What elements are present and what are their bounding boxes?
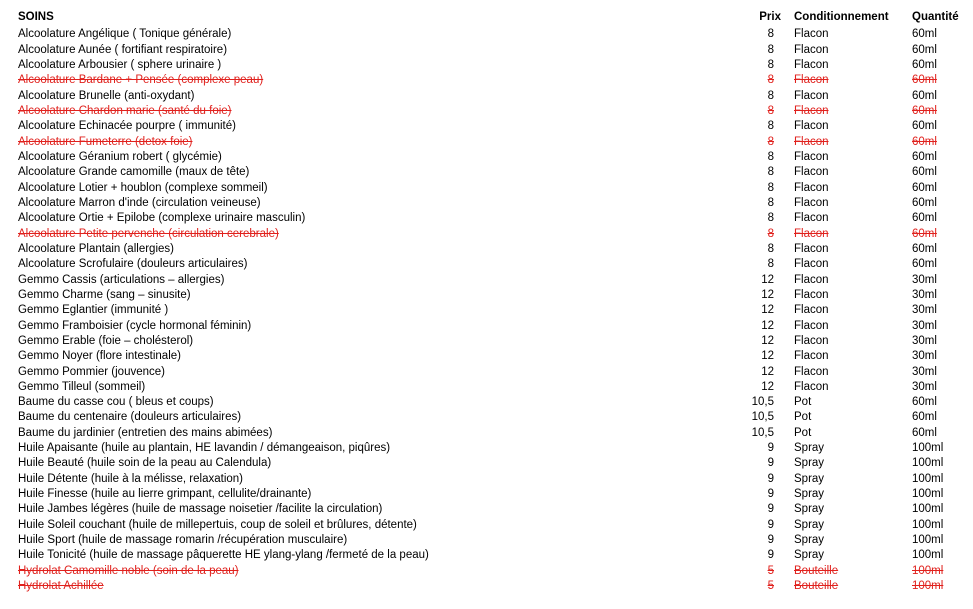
- product-name: Huile Détente (huile à la mélisse, relaxation): [18, 472, 243, 485]
- product-packaging: Flacon: [794, 288, 829, 301]
- product-name: Alcoolature Chardon marie (santé du foie): [18, 104, 232, 117]
- product-name: Alcoolature Aunée ( fortifiant respiratoire): [18, 43, 228, 56]
- product-price: 12: [761, 380, 774, 393]
- product-packaging: Flacon: [794, 181, 829, 194]
- product-quantity: 100ml: [912, 488, 944, 501]
- product-packaging: Flacon: [794, 166, 829, 179]
- product-price: 8: [767, 166, 774, 179]
- product-packaging: Flacon: [794, 135, 829, 148]
- header-quantity: Quantité: [912, 11, 959, 23]
- product-name: Alcoolature Marron d'inde (circulation veineuse): [18, 196, 261, 209]
- product-price: 8: [767, 150, 774, 163]
- product-price: 8: [767, 104, 774, 117]
- table-row: [0, 303, 973, 318]
- product-price: 12: [761, 334, 774, 347]
- product-quantity: 100ml: [912, 564, 944, 577]
- table-row: [0, 395, 973, 410]
- product-quantity: 100ml: [912, 503, 944, 516]
- product-price: 12: [761, 365, 774, 378]
- product-price: 8: [767, 74, 774, 87]
- table-row: [0, 119, 973, 134]
- table-row: [0, 211, 973, 226]
- table-row: [0, 548, 973, 563]
- product-price: 9: [767, 549, 774, 562]
- product-name: Alcoolature Fumeterre (detox foie): [18, 135, 193, 148]
- product-packaging: Bouteille: [794, 580, 839, 593]
- product-price: 12: [761, 319, 774, 332]
- product-price: 10,5: [751, 426, 774, 439]
- product-quantity: 60ml: [912, 135, 937, 148]
- product-quantity: 60ml: [912, 181, 937, 194]
- product-name: Alcoolature Bardane + Pensée (complexe peau): [18, 74, 264, 87]
- product-packaging: Flacon: [794, 74, 829, 87]
- table-row: [0, 181, 973, 196]
- product-quantity: 100ml: [912, 518, 944, 531]
- product-price: 9: [767, 488, 774, 501]
- product-quantity: 100ml: [912, 580, 944, 593]
- product-price: 8: [767, 181, 774, 194]
- product-price: 8: [767, 28, 774, 41]
- product-price: 9: [767, 457, 774, 470]
- product-packaging: Spray: [794, 503, 825, 516]
- product-packaging: Flacon: [794, 350, 829, 363]
- product-name: Alcoolature Ortie + Epilobe (complexe urinaire masculin): [18, 212, 306, 225]
- product-price: 12: [761, 288, 774, 301]
- table-row: [0, 426, 973, 441]
- table-row: [0, 380, 973, 395]
- product-quantity: 100ml: [912, 534, 944, 547]
- product-quantity: 100ml: [912, 457, 944, 470]
- product-packaging: Flacon: [794, 380, 829, 393]
- product-name: Gemmo Noyer (flore intestinale): [18, 350, 181, 363]
- product-name: Alcoolature Plantain (allergies): [18, 242, 174, 255]
- product-name: Gemmo Charme (sang – sinusite): [18, 288, 191, 301]
- table-row: [0, 165, 973, 180]
- product-name: Gemmo Pommier (jouvence): [18, 365, 165, 378]
- product-packaging: Flacon: [794, 104, 829, 117]
- product-quantity: 60ml: [912, 150, 937, 163]
- table-row: [0, 533, 973, 548]
- product-name: Huile Sport (huile de massage romarin /récupération musculaire): [18, 534, 348, 547]
- product-price: 9: [767, 503, 774, 516]
- product-quantity: 30ml: [912, 304, 937, 317]
- product-name: Alcoolature Brunelle (anti-oxydant): [18, 89, 195, 102]
- table-row: [0, 135, 973, 150]
- product-quantity: 60ml: [912, 396, 937, 409]
- product-name: Alcoolature Arbousier ( sphere urinaire ): [18, 58, 222, 71]
- product-price: 9: [767, 518, 774, 531]
- product-price: 8: [767, 242, 774, 255]
- product-price: 8: [767, 258, 774, 271]
- product-quantity: 60ml: [912, 120, 937, 133]
- product-packaging: Flacon: [794, 196, 829, 209]
- product-quantity: 60ml: [912, 426, 937, 439]
- table-row: [0, 43, 973, 58]
- product-price: 8: [767, 135, 774, 148]
- header-price: Prix: [759, 11, 781, 23]
- product-packaging: Flacon: [794, 227, 829, 240]
- product-quantity: 60ml: [912, 242, 937, 255]
- product-packaging: Spray: [794, 549, 825, 562]
- table-row: [0, 518, 973, 533]
- product-price: 8: [767, 227, 774, 240]
- product-packaging: Flacon: [794, 365, 829, 378]
- product-quantity: 60ml: [912, 166, 937, 179]
- product-name: Huile Tonicité (huile de massage pâquerette HE ylang-ylang /fermeté de la peau): [18, 549, 429, 562]
- product-quantity: 60ml: [912, 104, 937, 117]
- table-row: [0, 349, 973, 364]
- table-row: [0, 441, 973, 456]
- product-price: 12: [761, 273, 774, 286]
- product-packaging: Flacon: [794, 258, 829, 271]
- table-row: [0, 27, 973, 42]
- product-packaging: Spray: [794, 518, 825, 531]
- table-header-row: [0, 10, 973, 25]
- product-packaging: Flacon: [794, 43, 829, 56]
- table-row: [0, 89, 973, 104]
- product-quantity: 60ml: [912, 258, 937, 271]
- product-price: 5: [767, 564, 774, 577]
- product-quantity: 30ml: [912, 273, 937, 286]
- product-name: Huile Apaisante (huile au plantain, HE lavandin / démangeaison, piqûres): [18, 442, 391, 455]
- table-row: [0, 319, 973, 334]
- product-quantity: 100ml: [912, 442, 944, 455]
- product-name: Baume du jardinier (entretien des mains abimées): [18, 426, 273, 439]
- product-packaging: Pot: [794, 426, 812, 439]
- table-row: [0, 456, 973, 471]
- product-packaging: Spray: [794, 488, 825, 501]
- product-packaging: Spray: [794, 457, 825, 470]
- table-row: [0, 334, 973, 349]
- product-packaging: Flacon: [794, 89, 829, 102]
- product-name: Alcoolature Grande camomille (maux de tête): [18, 166, 250, 179]
- table-row: [0, 227, 973, 242]
- product-packaging: Flacon: [794, 304, 829, 317]
- product-name: Alcoolature Scrofulaire (douleurs articulaires): [18, 258, 248, 271]
- product-packaging: Spray: [794, 472, 825, 485]
- product-quantity: 60ml: [912, 411, 937, 424]
- table-row: [0, 487, 973, 502]
- table-row: [0, 273, 973, 288]
- table-row: [0, 150, 973, 165]
- table-row: [0, 564, 973, 579]
- product-quantity: 60ml: [912, 74, 937, 87]
- product-quantity: 30ml: [912, 288, 937, 301]
- product-price: 8: [767, 43, 774, 56]
- product-name: Alcoolature Angélique ( Tonique générale): [18, 28, 232, 41]
- table-row: [0, 104, 973, 119]
- table-row: [0, 472, 973, 487]
- table-row: [0, 365, 973, 380]
- product-quantity: 100ml: [912, 472, 944, 485]
- product-name: Alcoolature Petite pervenche (circulation cerebrale): [18, 227, 279, 240]
- product-name: Huile Jambes légères (huile de massage noisetier /facilite la circulation): [18, 503, 383, 516]
- product-packaging: Bouteille: [794, 564, 839, 577]
- product-packaging: Flacon: [794, 319, 829, 332]
- product-packaging: Flacon: [794, 242, 829, 255]
- header-packaging: Conditionnement: [794, 11, 889, 23]
- product-packaging: Pot: [794, 396, 812, 409]
- header-name: SOINS: [18, 11, 54, 23]
- product-packaging: Flacon: [794, 273, 829, 286]
- product-quantity: 60ml: [912, 58, 937, 71]
- table-row: [0, 58, 973, 73]
- product-packaging: Flacon: [794, 120, 829, 133]
- product-name: Baume du casse cou ( bleus et coups): [18, 396, 214, 409]
- table-row: [0, 579, 973, 594]
- product-quantity: 60ml: [912, 43, 937, 56]
- product-name: Gemmo Cassis (articulations – allergies): [18, 273, 225, 286]
- product-name: Gemmo Eglantier (immunité ): [18, 304, 169, 317]
- product-price: 10,5: [751, 411, 774, 424]
- product-quantity: 100ml: [912, 549, 944, 562]
- product-name: Huile Finesse (huile au lierre grimpant, cellulite/drainante): [18, 488, 312, 501]
- product-name: Gemmo Erable (foie – cholésterol): [18, 334, 194, 347]
- product-quantity: 60ml: [912, 89, 937, 102]
- product-price: 8: [767, 89, 774, 102]
- product-price: 9: [767, 442, 774, 455]
- product-price: 10,5: [751, 396, 774, 409]
- product-name: Hydrolat Achillée: [18, 580, 104, 593]
- table-row: [0, 288, 973, 303]
- product-name: Gemmo Framboisier (cycle hormonal féminin): [18, 319, 252, 332]
- product-price: 12: [761, 350, 774, 363]
- table-row: [0, 257, 973, 272]
- product-price: 9: [767, 534, 774, 547]
- product-price: 5: [767, 580, 774, 593]
- product-packaging: Flacon: [794, 334, 829, 347]
- product-quantity: 60ml: [912, 28, 937, 41]
- product-packaging: Spray: [794, 442, 825, 455]
- product-packaging: Flacon: [794, 58, 829, 71]
- table-row: [0, 502, 973, 517]
- product-packaging: Flacon: [794, 150, 829, 163]
- product-quantity: 30ml: [912, 350, 937, 363]
- product-packaging: Spray: [794, 534, 825, 547]
- product-packaging: Pot: [794, 411, 812, 424]
- product-packaging: Flacon: [794, 212, 829, 225]
- product-quantity: 30ml: [912, 365, 937, 378]
- product-name: Alcoolature Lotier + houblon (complexe sommeil): [18, 181, 268, 194]
- product-quantity: 60ml: [912, 212, 937, 225]
- table-row: [0, 73, 973, 88]
- product-price: 8: [767, 212, 774, 225]
- product-name: Huile Beauté (huile soin de la peau au Calendula): [18, 457, 272, 470]
- product-quantity: 30ml: [912, 380, 937, 393]
- product-price: 9: [767, 472, 774, 485]
- product-quantity: 30ml: [912, 319, 937, 332]
- product-quantity: 60ml: [912, 196, 937, 209]
- product-name: Alcoolature Echinacée pourpre ( immunité): [18, 120, 236, 133]
- product-name: Gemmo Tilleul (sommeil): [18, 380, 146, 393]
- product-price: 8: [767, 196, 774, 209]
- product-price: 8: [767, 58, 774, 71]
- table-row: [0, 410, 973, 425]
- product-quantity: 60ml: [912, 227, 937, 240]
- product-packaging: Flacon: [794, 28, 829, 41]
- table-row: [0, 196, 973, 211]
- product-price: 8: [767, 120, 774, 133]
- product-price: 12: [761, 304, 774, 317]
- table-row: [0, 242, 973, 257]
- product-quantity: 30ml: [912, 334, 937, 347]
- product-name: Alcoolature Géranium robert ( glycémie): [18, 150, 222, 163]
- product-name: Baume du centenaire (douleurs articulaires): [18, 411, 242, 424]
- product-name: Huile Soleil couchant (huile de millepertuis, coup de soleil et brûlures, détente): [18, 518, 417, 531]
- product-name: Hydrolat Camomille noble (soin de la peau): [18, 564, 239, 577]
